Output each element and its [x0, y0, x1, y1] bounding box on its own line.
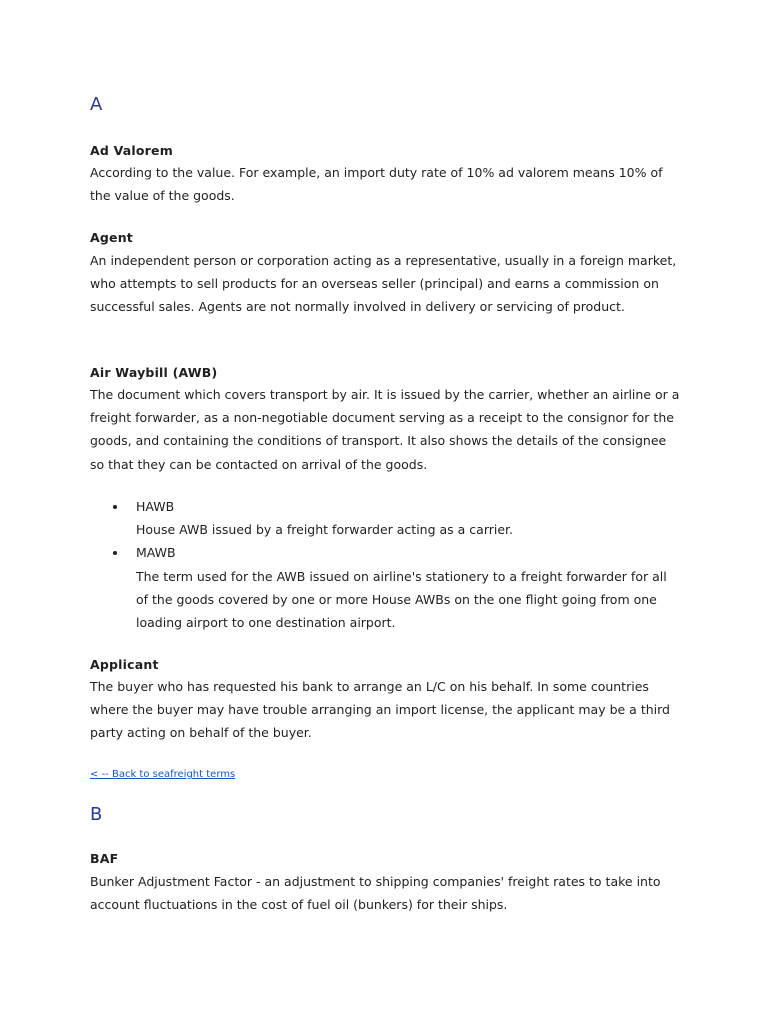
definition-agent: An independent person or corporation acting as a representative, usually in a foreign market, who attempts to sell products for an overseas seller (principal) and earns a commission on successful sales. Agents are not normally involved in delivery or servicing of product.: [90, 253, 677, 315]
list-item: [90, 541, 682, 634]
bullet-text-mawb: The term used for the AWB issued on airline's stationery to a freight forwarder for all of the goods covered by one or more House AWBs on the one flight going from one loading airport to one destination airport.: [136, 568, 667, 631]
bullet-icon: [113, 551, 117, 555]
awb-bullet-list: [90, 495, 682, 634]
section-letter-a: A: [90, 94, 103, 115]
term-ad-valorem: Ad Valorem: [90, 143, 173, 158]
term-baf: BAF: [90, 851, 119, 866]
definition-applicant: The buyer who has requested his bank to arrange an L/C on his behalf. In some countries where the buyer may have trouble arranging an import license, the applicant may be a third party acting on behalf of the buyer.: [90, 679, 670, 741]
definition-baf: Bunker Adjustment Factor - an adjustment to shipping companies' freight rates to take into account fluctuations in the cost of fuel oil (bunkers) for their ships.: [90, 874, 661, 913]
bullet-title-hawb: HAWB: [136, 499, 175, 514]
list-item: [90, 495, 682, 541]
term-agent: Agent: [90, 230, 133, 245]
bullet-icon: [113, 505, 117, 509]
definition-ad-valorem: According to the value. For example, an import duty rate of 10% ad valorem means 10% of the value of the goods.: [90, 165, 663, 204]
definition-air-waybill: The document which covers transport by air. It is issued by the carrier, whether an airline or a freight forwarder, as a non-negotiable document serving as a receipt to the consignor for the goods, and containing the conditions of transport. It also shows the details of the consignee so that they can be contacted on arrival of the goods.: [90, 387, 680, 472]
term-air-waybill: Air Waybill (AWB): [90, 365, 218, 380]
bullet-text-hawb: House AWB issued by a freight forwarder acting as a carrier.: [136, 522, 514, 538]
back-to-seafreight-link[interactable]: < -- Back to seafreight terms: [90, 769, 236, 780]
bullet-title-mawb: MAWB: [136, 545, 176, 561]
term-applicant: Applicant: [90, 657, 159, 672]
section-letter-b: B: [90, 804, 103, 825]
